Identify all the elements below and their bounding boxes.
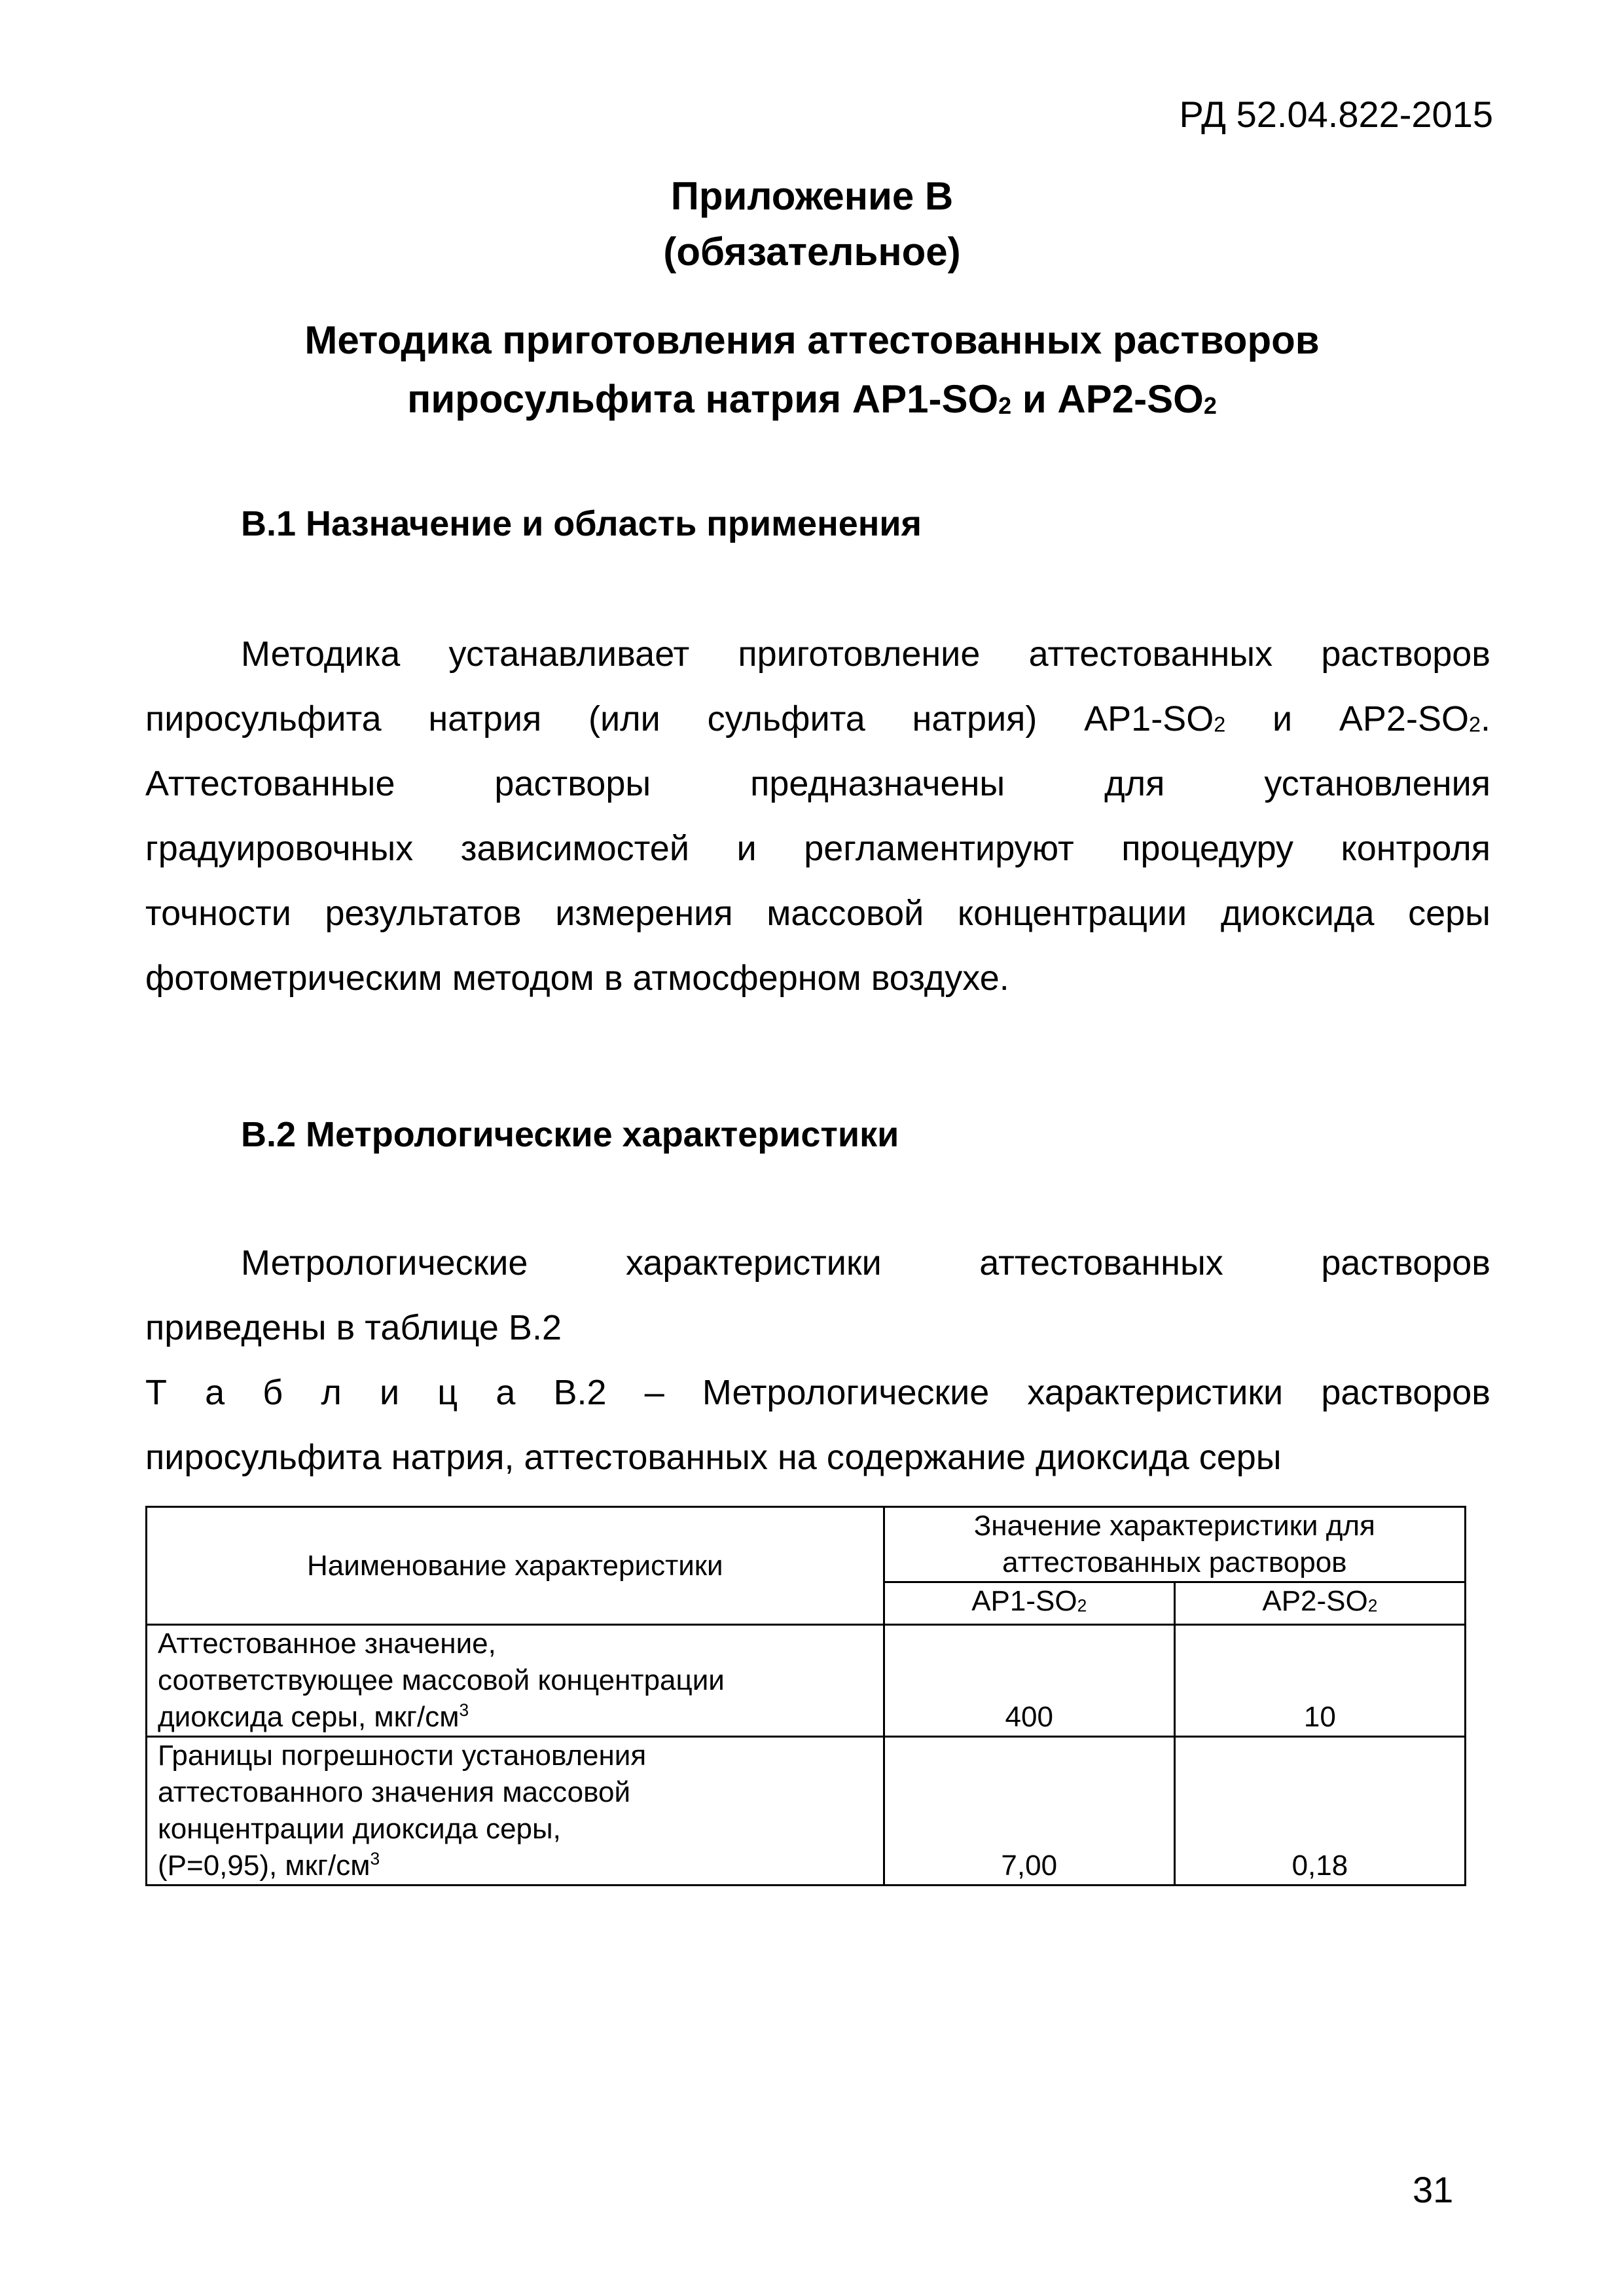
paragraph-line: Метрологические характеристики аттестованных растворов [241,1243,1490,1283]
document-code: РД 52.04.822-2015 [1179,94,1493,135]
cell-text: (Р=0,95), мкг/см [158,1850,370,1882]
page-number: 31 [1413,2169,1454,2210]
paragraph-line: точности результатов измерения массовой концентрации диоксида серы [145,894,1490,933]
column-header-values [884,1507,1465,1582]
paragraph-line [145,687,1490,752]
value-ap1: 400 [884,1625,1174,1737]
table-caption-label: Т а б л и ц а В.2 [145,1373,607,1412]
section-b2-heading: В.2 Метрологические характеристики [241,1115,899,1154]
cell-text: диоксида серы, мкг/см [158,1701,460,1734]
paragraph-line: Методика устанавливает приготовление аттестованных растворов [241,634,1490,674]
appendix-title: Приложение В [670,174,954,218]
value-ap2: 10 [1174,1625,1465,1737]
table-caption [145,1360,1490,1425]
section-b2-paragraph [145,1231,1490,1490]
section-b1-heading: В.1 Назначение и область применения [241,504,922,543]
subscript: 2 [1367,1595,1378,1616]
solution-name: АР1-SO [971,1585,1077,1617]
subscript: 2 [1214,712,1226,737]
superscript: 3 [459,1700,469,1721]
paragraph-line: Аттестованные растворы предназначены для установления [145,764,1490,803]
cell-line [158,1848,873,1884]
characteristic-name [147,1625,884,1737]
subscript: 2 [1077,1595,1087,1616]
cell-line: аттестованного значения массовой [158,1776,631,1809]
method-title-line-2 [0,370,1624,435]
method-title-sub-a: 2 [998,392,1012,419]
subscript: 2 [1468,712,1481,737]
method-title-text-a: пиросульфита натрия АР1-SO [407,377,999,421]
table-row [147,1625,1466,1737]
cell-line: концентрации диоксида серы, [158,1813,561,1846]
column-header-name: Наименование характеристики [147,1507,884,1625]
table-header-row [147,1507,1466,1582]
line-text: и АР2-SO [1225,699,1469,738]
paragraph-line: фотометрическим методом в атмосферном воздухе. [145,958,1009,998]
value-ap2: 0,18 [1174,1737,1465,1886]
method-title-sub-b: 2 [1203,392,1217,419]
cell-line: Границы погрешности установления [158,1740,647,1772]
table-row [147,1737,1466,1886]
header-group-line: Значение характеристики для [973,1510,1375,1542]
value-ap1: 7,00 [884,1737,1174,1886]
paragraph-line: приведены в таблице В.2 [145,1308,562,1347]
characteristic-name [147,1737,884,1886]
header-group-line: аттестованных растворов [1002,1546,1347,1578]
column-header-ap2 [1174,1582,1465,1625]
table-caption-text: – Метрологические характеристики растворов [644,1373,1490,1412]
cell-line [158,1699,873,1736]
method-title-text-b: и АР2-SO [1011,377,1204,421]
method-title-line-1: Методика приготовления аттестованных растворов [304,318,1320,362]
superscript: 3 [370,1849,380,1869]
cell-line: Аттестованное значение, [158,1628,496,1660]
line-text: пиросульфита натрия (или сульфита натрия) АР1-SO [145,699,1214,738]
metrology-table [145,1506,1466,1886]
table-caption-continuation: пиросульфита натрия, аттестованных на содержание диоксида серы [145,1438,1282,1477]
solution-name: АР2-SO [1262,1585,1368,1617]
cell-line: соответствующее массовой концентрации [158,1664,725,1697]
appendix-status: (обязательное) [663,230,961,274]
section-b1-paragraph [145,622,1490,1011]
paragraph-line: градуировочных зависимостей и регламентируют процедуру контроля [145,829,1490,868]
line-text: . [1480,699,1490,738]
column-header-ap1 [884,1582,1174,1625]
